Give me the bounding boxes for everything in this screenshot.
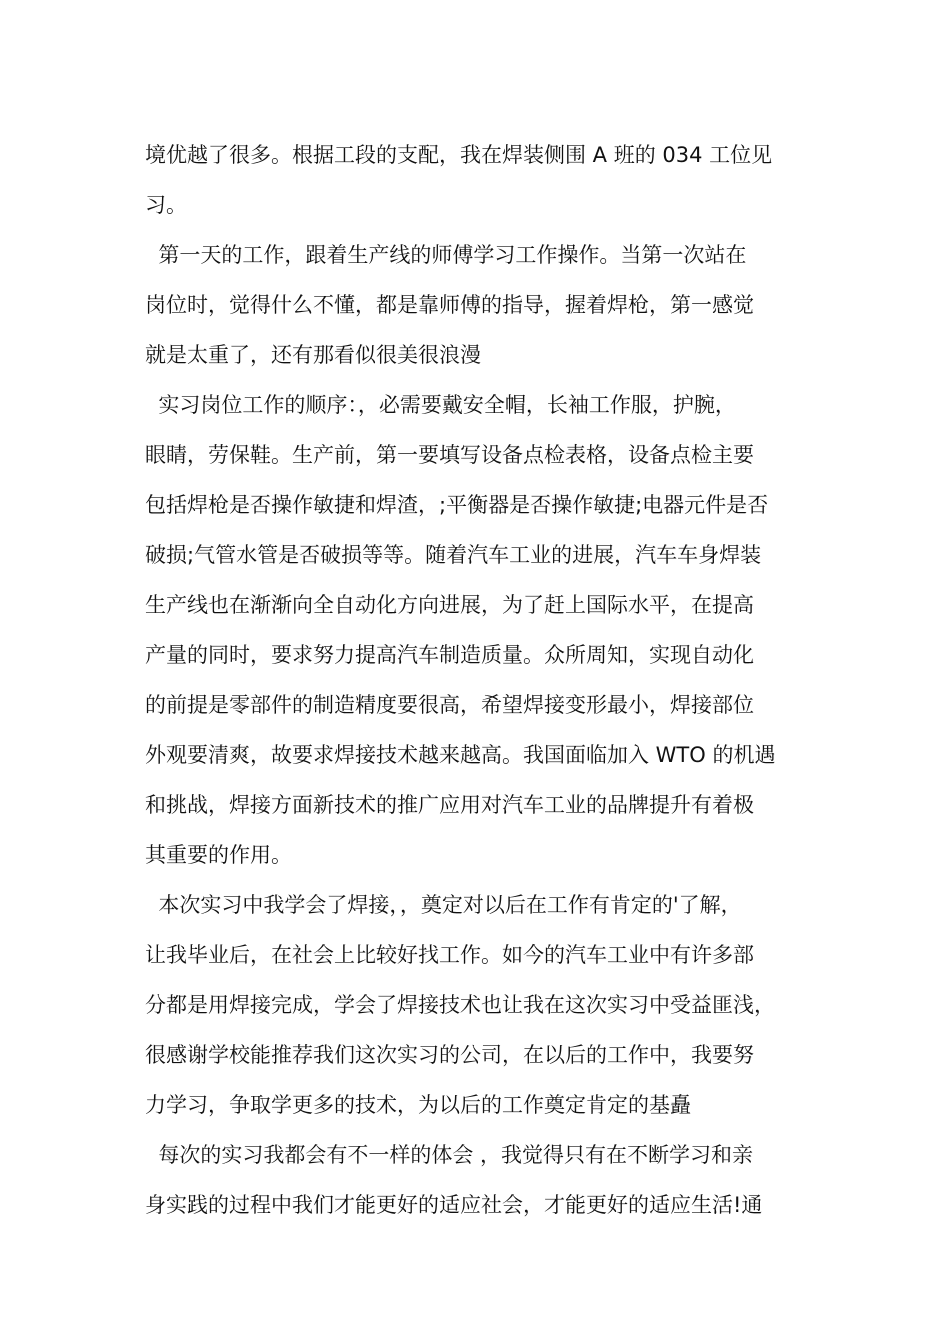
text-line: 第一天的工作，跟着生产线的师傅学习工作操作。当第一次站在 (145, 243, 747, 267)
text-line: 和挑战，焊接方面新技术的推广应用对汽车工业的品牌提升有着极 (145, 793, 754, 817)
text-line: 习。 (145, 193, 187, 217)
text-line: 让我毕业后，在社会上比较好找工作。如今的汽车工业中有许多部 (145, 943, 754, 967)
text-line: 每次的实习我都会有不一样的体会 ，我觉得只有在不断学习和亲 (145, 1143, 754, 1167)
text-line: 破损;气管水管是否破损等等。随着汽车工业的进展，汽车车身焊装 (145, 543, 762, 567)
text-line: 分都是用焊接完成，学会了焊接技术也让我在这次实习中受益匪浅， (145, 993, 775, 1017)
text-line: 包括焊枪是否操作敏捷和焊渣，;平衡器是否操作敏捷;电器元件是否 (145, 493, 769, 517)
document-body (145, 130, 815, 1230)
text-line: 本次实习中我学会了焊接，，奠定对以后在工作有肯定的'了解， (145, 893, 742, 917)
text-line: 岗位时，觉得什么不懂，都是靠师傅的指导，握着焊枪，第一感觉 (145, 293, 754, 317)
paragraph-1 (145, 130, 815, 230)
text-line: 身实践的过程中我们才能更好的适应社会，才能更好的适应生活!通 (145, 1193, 763, 1217)
paragraph-2 (145, 230, 815, 380)
text-line: 就是太重了，还有那看似很美很浪漫 (145, 343, 481, 367)
paragraph-4 (145, 880, 815, 1130)
text-line: 生产线也在渐渐向全自动化方向进展，为了赶上国际水平，在提高 (145, 593, 754, 617)
text-line: 力学习，争取学更多的技术，为以后的工作奠定肯定的基矗 (145, 1093, 691, 1117)
paragraph-3 (145, 380, 815, 880)
text-line: 的前提是零部件的制造精度要很高，希望焊接变形最小，焊接部位 (145, 693, 754, 717)
paragraph-5 (145, 1130, 815, 1230)
text-line: 外观要清爽，故要求焊接技术越来越高。我国面临加入 WTO 的机遇 (145, 743, 776, 767)
text-line: 产量的同时，要求努力提高汽车制造质量。众所周知，实现自动化 (145, 643, 754, 667)
text-line: 境优越了很多。根据工段的支配，我在焊装侧围 A 班的 034 工位见 (145, 143, 773, 167)
text-line: 眼睛，劳保鞋。生产前，第一要填写设备点检表格，设备点检主要 (145, 443, 754, 467)
text-line: 很感谢学校能推荐我们这次实习的公司，在以后的工作中，我要努 (145, 1043, 754, 1067)
text-line: 其重要的作用。 (145, 843, 292, 867)
text-line: 实习岗位工作的顺序：，必需要戴安全帽，长袖工作服，护腕， (145, 393, 736, 417)
